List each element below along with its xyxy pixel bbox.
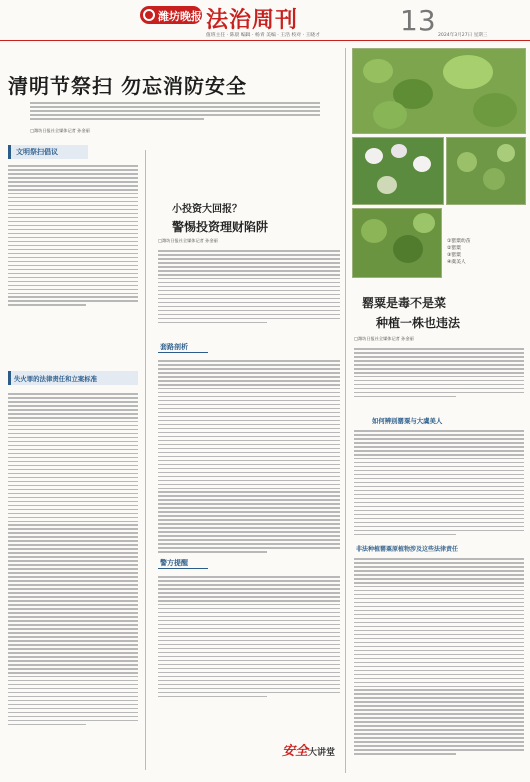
middle-headline: 警惕投资理财陷阱 xyxy=(172,220,269,234)
section-title: 法治周刊 xyxy=(206,7,299,33)
middle-heading-2: 警方提醒 xyxy=(160,559,188,567)
masthead xyxy=(0,0,530,40)
column-rule-1 xyxy=(145,150,146,770)
lead-byline: □潍坊日报社全媒体记者 孙金丽 xyxy=(30,128,90,133)
photo-poppy-pods xyxy=(446,137,526,205)
page-number: 13 xyxy=(400,4,436,37)
right-byline: □潍坊日报社全媒体记者 孙金丽 xyxy=(354,336,414,341)
middle-kicker: 小投资大回报？ xyxy=(172,204,242,215)
logo-main-text: 安全 xyxy=(282,744,309,759)
right-heading-1: 如何辨别罂粟与大虞美人 xyxy=(372,417,443,425)
photo-corn-poppy xyxy=(352,208,442,278)
right-text-2 xyxy=(354,430,524,538)
editor-line: 值班主任 · 陈晨 编辑 · 杨青 美编 · 王浩 校对 · 王晓才 xyxy=(206,33,321,38)
lead-headline: 清明节祭扫 勿忘消防安全 xyxy=(8,74,247,98)
safety-lecture-logo xyxy=(282,740,344,762)
column-rule-2 xyxy=(345,48,346,773)
photo-captions xyxy=(447,238,471,266)
middle-byline: □潍坊日报社全媒体记者 孙金丽 xyxy=(158,238,218,243)
right-headline-1: 罂粟是毒不是菜 xyxy=(362,296,447,310)
right-heading-2: 非法种植罂粟原植物涉及这些法律责任 xyxy=(356,546,459,553)
paper-name: 潍坊晚报 xyxy=(158,10,202,23)
caption-2: ②罂粟 xyxy=(447,246,461,251)
left-text-2 xyxy=(8,393,138,728)
lead-intro-text xyxy=(30,102,320,122)
logo-sub-text: 大讲堂 xyxy=(308,748,336,758)
middle-column xyxy=(150,200,342,775)
middle-heading-1: 套路剖析 xyxy=(160,343,188,351)
left-column xyxy=(8,145,140,770)
right-headline-2: 种植一株也违法 xyxy=(376,316,461,330)
caption-4: ④虞美人 xyxy=(447,260,466,265)
left-heading-2: 失火罪的法律责任和立案标准 xyxy=(14,375,98,383)
right-text-3 xyxy=(354,558,524,757)
left-text-1 xyxy=(8,165,138,308)
caption-3: ③罂粟 xyxy=(447,253,461,258)
right-text-1 xyxy=(354,348,524,400)
date-line: 2024年3月27日 星期三 xyxy=(438,33,488,38)
left-heading-1: 文明祭扫倡议 xyxy=(16,148,58,156)
middle-text-3 xyxy=(158,576,340,700)
photo-poppy-seedling xyxy=(352,48,526,134)
middle-text-1 xyxy=(158,250,340,326)
middle-text-2 xyxy=(158,360,340,555)
paper-logo-icon xyxy=(143,9,155,21)
masthead-rule xyxy=(0,40,530,41)
photo-poppy-flower xyxy=(352,137,444,205)
caption-1: ①罂粟幼苗 xyxy=(447,239,471,244)
